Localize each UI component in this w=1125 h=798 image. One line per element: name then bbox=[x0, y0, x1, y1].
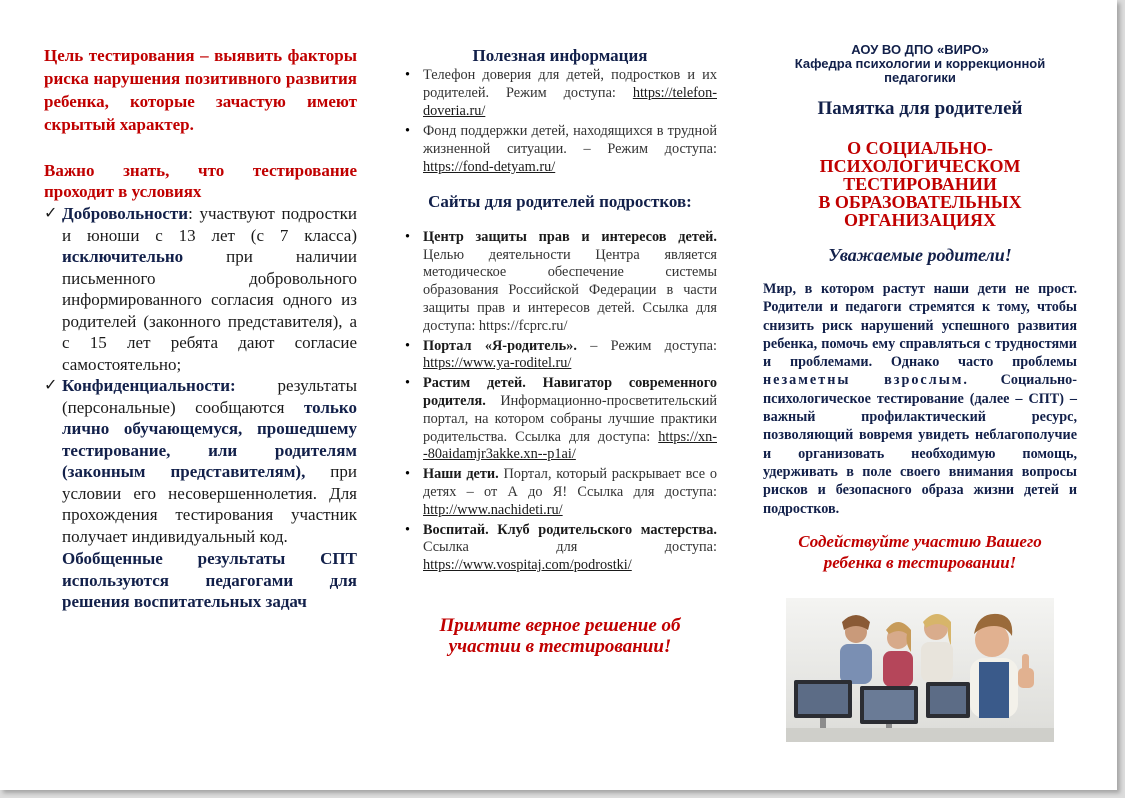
right-column bbox=[763, 43, 1077, 573]
participation-call: Содействуйте участию Вашего ребенка в тестировании! bbox=[798, 531, 1042, 572]
intro-text: Мир, в котором растут наши дети не прост. Родители и педагоги стремятся к тому, чтобы снизить риск нарушений успешного развития ребенка, помочь ему справляться с трудностями и проблемами. Однако часто проблемы незаметны взрослым. Социально-психологическое тестирование (далее – СПТ) – важный профилактический ресурс, позволяющий вовремя увидеть неблагополучие и организовать необходимую помощь, удерживать в поле своего внимания вопросы рисков и безопасного образа жизни детей и подростков. bbox=[763, 281, 1077, 517]
list-item: • Центр защиты прав и интересов детей. Целью деятельности Центра является методическое обеспечение системы образования Российской Федерации в части защиты прав и интересов детей. Ссылка для доступа: https://fcprc.ru/ bbox=[405, 228, 717, 334]
bullet-icon: • bbox=[405, 521, 411, 538]
conditions-list bbox=[44, 203, 357, 547]
bullet-icon: • bbox=[405, 67, 411, 83]
helpline-link[interactable]: https://telefon-doveria.ru/ bbox=[423, 84, 717, 119]
testing-goal: Цель тестирования – выявить факторы риска нарушения позитивного развития ребенка, которые зачастую имеют скрытый характер. bbox=[44, 46, 357, 134]
vospitaj-link[interactable]: https://www.vospitaj.com/podrostki/ bbox=[423, 557, 632, 574]
decision-call: Примите верное решение об участии в тестировании! bbox=[439, 614, 681, 657]
results-summary: Обобщенные результаты СПТ используются педагогами для решения воспитательных задач bbox=[62, 549, 357, 611]
middle-column bbox=[403, 45, 717, 657]
left-column bbox=[44, 44, 357, 613]
list-item: • Фонд поддержки детей, находящихся в трудной жизненной ситуации. – Режим доступа: https://fond-detyam.ru/ bbox=[405, 123, 717, 175]
conditions-heading: Важно знать, что тестирование проходит в условиях bbox=[44, 161, 357, 201]
department-name: Кафедра психологии и коррекционной педагогики bbox=[794, 56, 1046, 85]
students-at-computers-image bbox=[786, 598, 1054, 742]
parent-sites-heading: Сайты для родителей подростков: bbox=[428, 191, 692, 211]
condition-voluntary: ✓ Добровольности: участвуют подростки и юноши с 13 лет (с 7 класса) исключительно при наличии письменного добровольного информированного согласия одного из родителей (законного представителя), а с 15 лет ребята дают согласие самостоятельно; bbox=[44, 204, 357, 374]
condition-title: Добровольности bbox=[62, 204, 189, 223]
memo-title: Памятка для родителей bbox=[817, 98, 1023, 119]
condition-title: Конфиденциальности: bbox=[62, 376, 236, 395]
students-photo bbox=[786, 598, 1054, 742]
nachideti-link[interactable]: http://www.nachideti.ru/ bbox=[423, 501, 563, 518]
parent-sites-list bbox=[403, 229, 717, 575]
useful-info-heading: Полезная информация bbox=[472, 46, 648, 65]
useful-info-list bbox=[403, 67, 717, 177]
navigator-link[interactable]: https://xn--80aidamjr3akke.xn--p1ai/ bbox=[423, 428, 717, 463]
topic-title: О СОЦИАЛЬНО- ПСИХОЛОГИЧЕСКОМ ТЕСТИРОВАНИИ В ОБРАЗОВАТЕЛЬНЫХ ОРГАНИЗАЦИЯХ bbox=[818, 138, 1022, 230]
list-item: • Портал «Я-родитель». – Режим доступа: https://www.ya-roditel.ru/ bbox=[405, 337, 717, 372]
list-item: • Воспитай. Клуб родительского мастерства. Ссылка для доступа: https://www.vospitaj.com/podrostki/ bbox=[405, 521, 717, 574]
list-item: • Телефон доверия для детей, подростков и их родителей. Режим доступа: https://telefon-doveria.ru/ bbox=[405, 67, 717, 119]
checkmark-icon: ✓ bbox=[44, 377, 58, 394]
bullet-icon: • bbox=[405, 466, 411, 483]
bullet-icon: • bbox=[405, 228, 411, 245]
greeting: Уважаемые родители! bbox=[828, 245, 1012, 265]
organization-name: АОУ ВО ДПО «ВИРО» bbox=[851, 42, 989, 57]
bullet-icon: • bbox=[405, 375, 411, 392]
bullet-icon: • bbox=[405, 337, 411, 354]
fund-link[interactable]: https://fond-detyam.ru/ bbox=[423, 158, 556, 175]
bullet-icon: • bbox=[405, 123, 411, 140]
list-item: • Наши дети. Портал, который раскрывает все о детях – от А до Я! Ссылка для доступа: http://www.nachideti.ru/ bbox=[405, 466, 717, 518]
ya-roditel-link[interactable]: https://www.ya-roditel.ru/ bbox=[423, 355, 572, 372]
checkmark-icon: ✓ bbox=[44, 205, 58, 222]
list-item: • Растим детей. Навигатор современного родителя. Информационно-просветительский портал, на котором собраны лучшие практики родительства. Ссылка для доступа: https://xn--80aidamjr3akke.xn--p1ai/ bbox=[405, 375, 717, 463]
condition-confidential: ✓ Конфиденциальности: результаты (персональные) сообщаются только лично обучающемуся, прошедшему тестирование, или родителям (законным представителям), при условии его несовершеннолетия. Для прохождения тестирования участник получает индивидуальный код. bbox=[44, 376, 357, 546]
